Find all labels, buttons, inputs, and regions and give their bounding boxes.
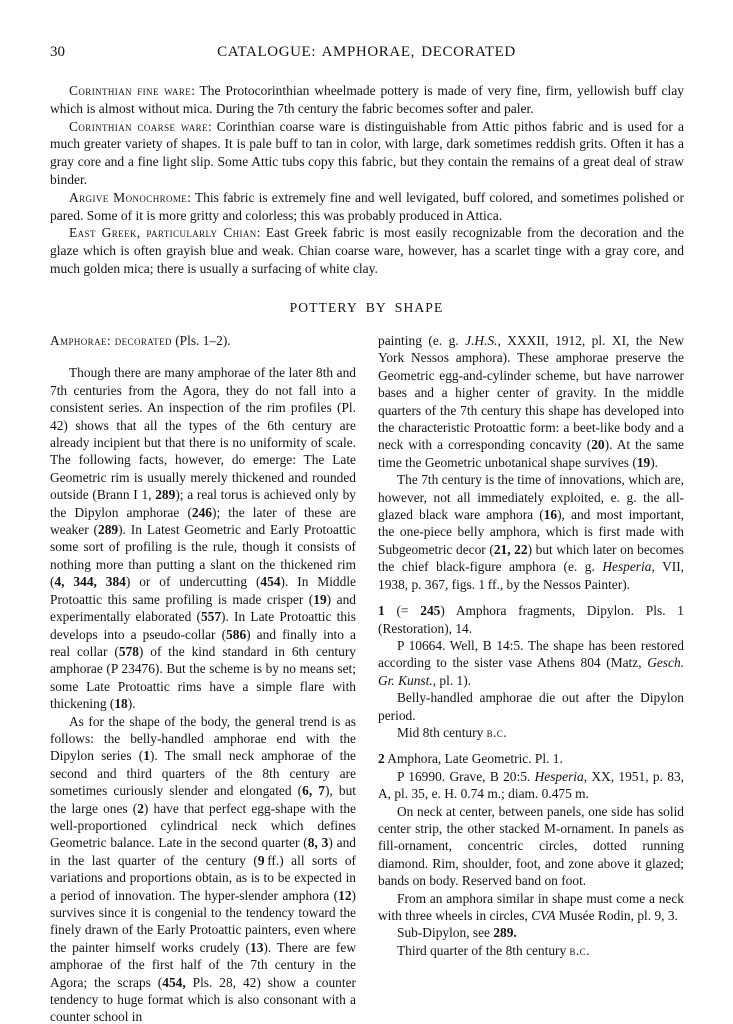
running-head-title: CATALOGUE: AMPHORAE, DECORATED xyxy=(217,44,516,60)
right-column xyxy=(378,332,684,959)
body-paragraph-continued-painting: painting (e. g. J.H.S., XXXII, 1912, pl. XI, the New York Nessos amphora). These amphorae preserve the Geometric egg-and-cylinder scheme, but have narrower bases and a higher center of gravity. In the middle quarters of the 7th century this shape has developed into the characteristic Protoattic form: a beet-like body and a neck with a corresponding concavity (20). At the same time the Geometric unbotanical shape survives (19). xyxy=(378,333,685,470)
body-paragraph-rim-profiles: Though there are many amphorae of the later 8th and 7th centuries from the Agora, they do not fall into a consistent series. An inspection of the rim profiles (Pl. 42) shows that all the types of the 6th century are already incipient but that there is no uniformity of scale. The following facts, however, do emerge: The Late Geometric rim is usually merely thickened and rounded outside (Brann I 1, 289); a real torus is achieved only by the Dipylon amphorae (246); the later of these are weaker (289). In Latest Geometric and Early Protoattic some sort of profiling is the rule, though it consists of nothing more than putting a slant on the thickened rim (4, 344, 384) or of undercutting (454). In Middle Protoattic this same profiling is made crisper (19) and experimentally elaborated (557). In Late Protoattic this develops into a pseudo-collar (586) and finally into a real collar (578) of the kind standard in 6th century amphorae (P 23476). But the scheme is by no means set; some Late Protoattic rims have a simple flare with thickening (18). xyxy=(50,365,357,712)
intro-paragraph-corinthian-fine-ware: Corinthian fine ware: The Protocorinthian wheelmade pottery is made of very fine, firm, yellowish buff clay which is almost without mica. During the 7th century the fabric becomes softer and paler. xyxy=(50,83,685,116)
section-heading: POTTERY BY SHAPE xyxy=(289,300,444,315)
entry-1-date: Mid 8th century b.c. xyxy=(397,724,507,740)
catalogue-entry-1 xyxy=(378,602,684,741)
entry-1-description: P 10664. Well, B 14:5. The shape has been restored according to the sister vase Athens 804 (Matz, Gesch. Gr. Kunst., pl. 1). xyxy=(378,637,684,688)
entry-2-provenance: P 16990. Grave, B 20:5. Hesperia, XX, 1951, p. 83, A, pl. 35, e. H. 0.74 m.; diam. 0.475 m. xyxy=(378,768,684,802)
left-column xyxy=(50,332,356,1024)
intro-paragraph-argive-monochrome: Argive Monochrome: This fabric is extremely fine and well levigated, buff colored, and sometimes polished or pared. Some of it is more gritty and colorless; this was probably produced in Attica. xyxy=(50,189,684,223)
entry-2-comparison: From an amphora similar in shape must come a neck with three wheels in circles, CVA Musée Rodin, pl. 9, 3. xyxy=(378,890,684,923)
intro-paragraph-east-greek-chian: East Greek, particularly Chian: East Greek fabric is most easily recognizable from the decoration and the glaze which is often grayish blue and weak. Chian coarse ware, however, has a scarlet tinge with a gray core, and much golden mica; there is usually a surfacing of white clay. xyxy=(50,225,684,276)
entry-1-heading: 1 (= 245) Amphora fragments, Dipylon. Pls. 1 (Restoration), 14. xyxy=(378,603,684,636)
entry-2-heading: 2 Amphora, Late Geometric. Pl. 1. xyxy=(378,751,563,767)
entry-2-cross-reference: Sub-Dipylon, see 289. xyxy=(397,925,517,941)
body-paragraph-body-shape: As for the shape of the body, the general trend is as follows: the belly-handled amphorae end with the Dipylon series (1). The small neck amphorae of the second and third quarters of the 8th century are sometimes curiously slender and elongated (6, 7), but the large ones (2) have that perfect egg-shape with the well-proportioned cylindrical neck which defines Geometric balance. Late in the second quarter (8, 3) and in the last quarter of the century (9 ff.) all sorts of variations and proportions obtain, as is to be expected in a period of innovation. The hyper-slender amphora (12) survives since it is congenial to the tendency toward the finely drawn of the Early Protoattic painters, even where the painter himself works crudely (13). There are few amphorae of the first half of the 7th century in the Agora; the scraps (454, Pls. 28, 42) show a counter tendency to huge format which is also consonant with a counter school in xyxy=(50,713,356,1024)
entry-2-description: On neck at center, between panels, one side has solid center strip, the other stacked M-ornament. In panels as fill-ornament, concentric circles, dotted running diamond. Rim, shoulder, foot, and zone above it glazed; bands on body. Reserved band on foot. xyxy=(378,803,684,889)
page-number: 30 xyxy=(50,44,65,60)
entry-2-date: Third quarter of the 8th century b.c. xyxy=(397,942,590,958)
fabric-intro-block xyxy=(50,82,684,278)
body-paragraph-7th-century-innovations: The 7th century is the time of innovations, which are, however, not all immediately exploited, e. g. the all-glazed black ware amphora (16), and most important, the one-piece belly amphora, which is first made with Subgeometric decor (21, 22) but which later on becomes the chief black-figure amphora (e. g. Hesperia, VII, 1938, p. 367, figs. 1 ff., by the Nessos Painter). xyxy=(378,472,685,592)
intro-paragraph-corinthian-coarse-ware: Corinthian coarse ware: Corinthian coarse ware is distinguishable from Attic pithos fabric and is used for a much greater variety of shapes. It is pale buff to tan in color, with large, dark sometimes reddish grits. Often it has a gray core and a fine light slip. Some Attic tubs copy this fabric, but they contain the remains of a great deal of straw binder. xyxy=(50,118,684,187)
subsection-heading-amphorae-decorated: Amphorae: decorated (Pls. 1–2). xyxy=(50,333,231,348)
catalogue-entry-2 xyxy=(378,750,684,959)
entry-1-note: Belly-handled amphorae die out after the Dipylon period. xyxy=(378,690,684,723)
